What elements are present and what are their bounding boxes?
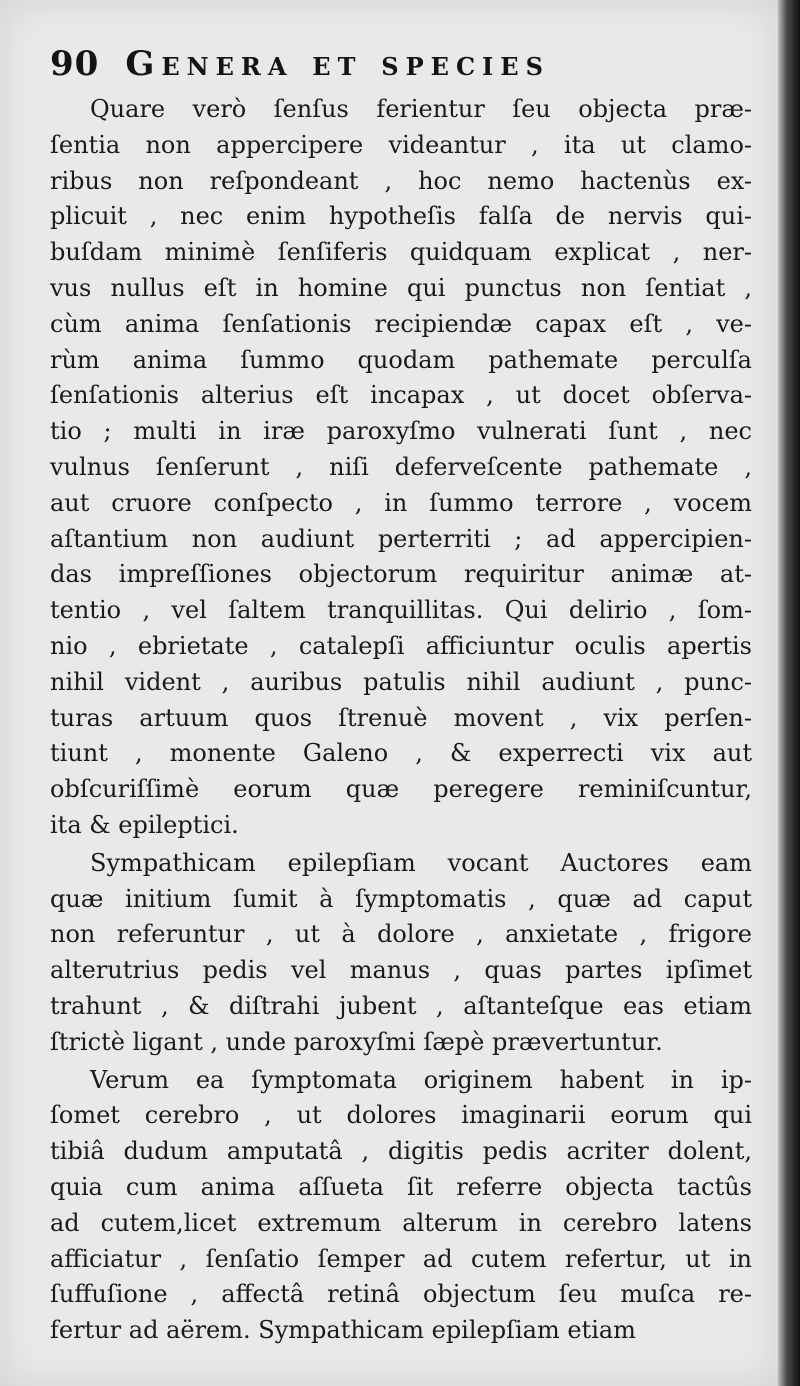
text-line: rùm anima ſummo quodam pathemate perculſa	[50, 345, 752, 374]
text-line: vus nullus eſt in homine qui punctus non ſentiat ,	[50, 273, 752, 302]
text-line: tiunt , monente Galeno , & experrecti vix aut	[50, 739, 752, 768]
paragraph	[50, 92, 752, 844]
text-line: quia cum anima aſſueta ſit referre objecta tactûs	[50, 1172, 752, 1201]
page-edge-shadow	[778, 0, 800, 1386]
text-line: tio ; multi in iræ paroxyſmo vulnerati ſunt , nec	[50, 417, 752, 446]
text-line: ad cutem,licet extremum alterum in cerebro latens	[50, 1208, 752, 1237]
text-line: turas artuum quos ſtrenuè movent , vix perſen-	[50, 703, 752, 732]
body-text	[50, 92, 752, 1349]
text-line: non referuntur , ut à dolore , anxietate , frigore	[50, 920, 752, 949]
text-line: quæ initium ſumit à ſymptomatis , quæ ad caput	[50, 884, 752, 913]
text-line: ſomet cerebro , ut dolores imaginarii eorum qui	[50, 1101, 752, 1130]
paragraph	[50, 1063, 752, 1349]
text-line: tibiâ dudum amputatâ , digitis pedis acriter dolent,	[50, 1137, 752, 1166]
text-line: Quare verò ſenſus ferientur ſeu objecta præ-	[90, 95, 752, 123]
text-line: tentio , vel ſaltem tranquillitas. Qui delirio , ſom-	[50, 596, 752, 625]
text-line: nio , ebrietate , catalepſi afficiuntur oculis apertis	[50, 631, 752, 660]
text-line: aſtantium non audiunt perterriti ; ad appercipien-	[50, 524, 752, 553]
text-line: vulnus ſenſerunt , niſi deferveſcente pathemate ,	[50, 452, 752, 481]
text-line: cùm anima ſenſationis recipiendæ capax eſt , ve-	[50, 309, 752, 338]
text-line: plicuit , nec enim hypotheſis falſa de nervis qui-	[50, 202, 752, 231]
text-line: afficiatur , ſenſatio ſemper ad cutem refertur, ut in	[50, 1244, 752, 1273]
text-line: trahunt , & diſtrahi jubent , aſtanteſque eas etiam	[50, 991, 752, 1020]
text-line: ſuffuſione , affectâ retinâ objectum ſeu muſca re-	[50, 1280, 752, 1309]
text-line: buſdam minimè ſenſiferis quidquam explicat , ner-	[50, 238, 752, 267]
text-line: aut cruore conſpecto , in ſummo terrore , vocem	[50, 488, 752, 517]
text-line: Sympathicam epilepſiam vocant Auctores eam	[90, 848, 752, 877]
text-line: obſcuriſſimè eorum quæ peregere reminiſcuntur,	[50, 775, 752, 804]
text-line: ribus non reſpondeant , hoc nemo hactenùs ex-	[50, 166, 752, 195]
text-line: alterutrius pedis vel manus , quas partes ipſimet	[50, 956, 752, 985]
running-head: Genera et species	[125, 44, 550, 84]
text-line: ſtrictè ligant , unde paroxyſmi ſæpè prævertuntur.	[50, 1027, 663, 1056]
text-line: ſentia non appercipere videantur , ita ut clamo-	[50, 130, 752, 159]
text-line: ſenſationis alterius eſt incapax , ut docet obſerva-	[50, 381, 752, 410]
text-line: das impreſſiones objectorum requiritur animæ at-	[50, 560, 752, 589]
page-header	[50, 44, 750, 92]
page-number: 90	[50, 44, 100, 84]
text-line: Verum ea ſymptomata originem habent in ip-	[90, 1065, 752, 1094]
text-line: nihil vident , auribus patulis nihil audiunt , punc-	[50, 667, 752, 696]
text-line: fertur ad aërem. Sympathicam epilepſiam etiam	[50, 1316, 636, 1345]
paragraph	[50, 846, 752, 1061]
text-line: ita & epileptici.	[50, 810, 239, 839]
